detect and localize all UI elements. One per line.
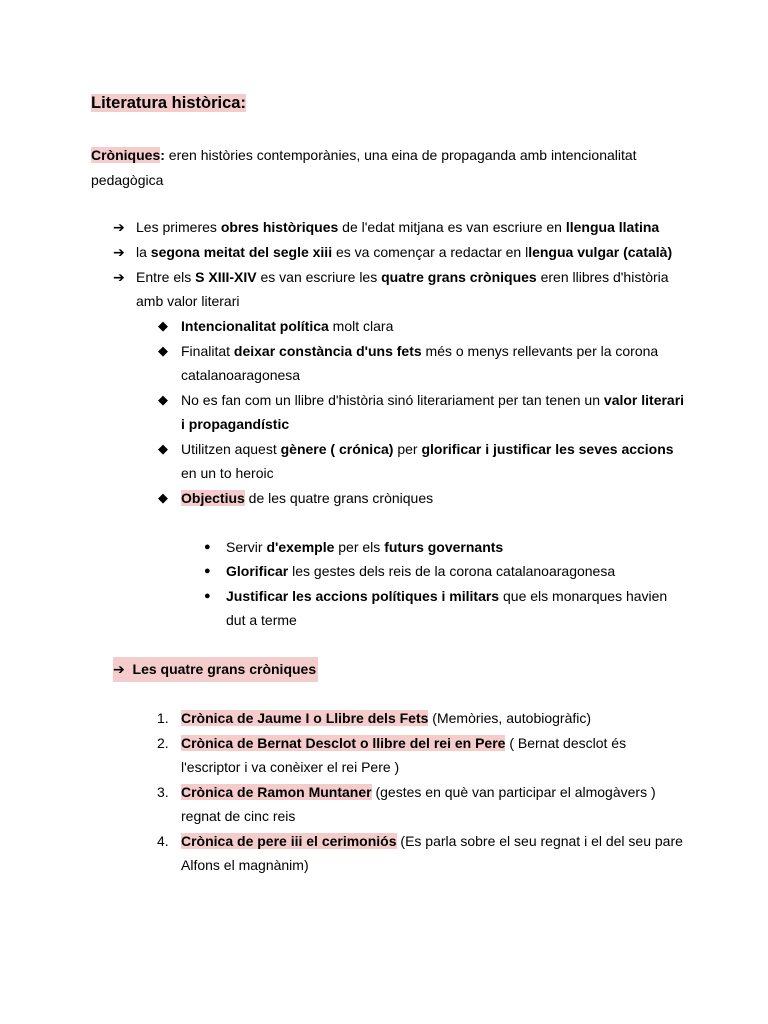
- text-segment-bold: futurs governants: [384, 539, 504, 555]
- text-segment: més o menys rellevants per la corona: [421, 343, 659, 359]
- text-segment: ( Bernat desclot és: [505, 735, 627, 751]
- text-segment-highlight: Objectius: [181, 490, 245, 506]
- arrow-item-3-continuation: amb valor literari: [136, 293, 240, 309]
- text-segment-bold: Justificar les accions polítiques i militars: [226, 588, 500, 604]
- list-number: 4.: [157, 833, 169, 849]
- text-segment: de les quatre grans cròniques: [244, 490, 434, 506]
- diamond-item-1: [181, 314, 393, 339]
- text-segment: No es fan com un llibre d'història sinó literariament per tan tenen un: [181, 392, 604, 408]
- chronicle-item-3: [181, 780, 656, 805]
- text-segment: eren llibres d'història: [536, 269, 669, 285]
- chronicle-item-4: [181, 829, 683, 854]
- text-segment: es va començar a redactar en l: [332, 244, 529, 260]
- text-segment: la: [136, 244, 151, 260]
- text-segment: de l'edat mitjana es van escriure en: [338, 219, 566, 235]
- arrow-bullet-icon: ➔: [113, 219, 125, 235]
- text-segment-bold: S XIII-XIV: [195, 269, 257, 285]
- text-segment-bold: gènere ( crónica): [280, 441, 394, 457]
- diamond-bullet-icon: ◆: [158, 318, 168, 333]
- text-segment-highlight: Crònica de Bernat Desclot o llibre del rei en Pere: [181, 735, 506, 751]
- diamond-item-3-continuation: i propagandístic: [181, 416, 290, 432]
- text-segment-bold: obres històriques: [220, 219, 339, 235]
- chronicle-item-3-continuation: regnat de cinc reis: [181, 808, 296, 824]
- section-heading: [113, 657, 318, 682]
- text-segment-bold: lengua vulgar (català): [528, 244, 673, 260]
- diamond-item-2: [181, 339, 658, 364]
- text-segment: Entre els: [136, 269, 196, 285]
- text-segment-bold: Glorificar: [226, 563, 289, 579]
- intro-colon: :: [160, 147, 165, 163]
- text-segment: Finalitat: [181, 343, 234, 359]
- arrow-item-3: [136, 265, 669, 290]
- bullet-dot-icon: ●: [204, 590, 211, 602]
- text-segment-bold: Intencionalitat política: [181, 318, 329, 334]
- diamond-bullet-icon: ◆: [158, 441, 168, 456]
- text-segment: per els: [334, 539, 385, 555]
- section-heading-text: Les quatre grans cròniques: [132, 661, 317, 677]
- text-segment-bold: segona meitat del segle xiii: [150, 244, 333, 260]
- text-segment: Les primeres: [136, 219, 221, 235]
- page-title: [91, 92, 246, 114]
- chronicle-item-2: [181, 731, 626, 756]
- diamond-item-4-continuation: en un to heroic: [181, 465, 274, 481]
- text-segment: Utilitzen aquest: [181, 441, 281, 457]
- text-segment: (Es parla sobre el seu regnat i el del seu pare: [396, 833, 683, 849]
- arrow-bullet-icon: ➔: [113, 269, 125, 285]
- arrow-bullet-icon: ➔: [113, 661, 125, 677]
- arrow-item-1: [136, 215, 659, 240]
- diamond-item-5: [181, 486, 433, 511]
- list-number: 3.: [157, 784, 169, 800]
- page-title-text: Literatura històrica:: [91, 94, 246, 112]
- arrow-item-2: [136, 240, 672, 265]
- text-segment: Servir: [226, 539, 267, 555]
- diamond-item-3: [181, 388, 684, 413]
- text-segment: per: [393, 441, 422, 457]
- text-segment-bold: d'exemple: [266, 539, 335, 555]
- text-segment-bold: deixar constància d'uns fets: [233, 343, 422, 359]
- text-segment-highlight: Crònica de Jaume I o Llibre dels Fets: [181, 710, 429, 726]
- text-segment-highlight: Crònica de Ramon Muntaner: [181, 784, 372, 800]
- intro-term: Cròniques: [91, 147, 161, 163]
- objective-item-1: [226, 535, 503, 560]
- text-segment: (gestes en què van participar el almogàvers ): [371, 784, 656, 800]
- diamond-item-2-continuation: catalanoaragonesa: [181, 367, 301, 383]
- bullet-dot-icon: ●: [204, 565, 211, 577]
- diamond-bullet-icon: ◆: [158, 490, 168, 505]
- bullet-dot-icon: ●: [204, 541, 211, 553]
- text-segment: es van escriure les: [256, 269, 382, 285]
- text-segment: que els monarques havien: [499, 588, 668, 604]
- objective-item-2: [226, 559, 615, 584]
- intro-text: eren històries contemporànies, una eina de propaganda amb intencionalitat pedagògica: [91, 147, 637, 188]
- list-number: 1.: [157, 710, 169, 726]
- objective-item-3-continuation: dut a terme: [226, 612, 297, 628]
- chronicle-item-2-continuation: l'escriptor i va conèixer el rei Pere ): [181, 759, 400, 775]
- chronicle-item-1: [181, 706, 591, 731]
- diamond-bullet-icon: ◆: [158, 343, 168, 358]
- diamond-item-4: [181, 437, 674, 462]
- chronicle-item-4-continuation: Alfons el magnànim): [181, 857, 309, 873]
- text-segment: les gestes dels reis de la corona catalanoaragonesa: [288, 563, 616, 579]
- text-segment-bold: valor literari: [603, 392, 685, 408]
- text-segment: molt clara: [328, 318, 394, 334]
- text-segment-bold: llengua llatina: [565, 219, 660, 235]
- intro-paragraph: [91, 143, 691, 192]
- objective-item-3: [226, 584, 667, 609]
- list-number: 2.: [157, 735, 169, 751]
- text-segment-bold: quatre grans cròniques: [381, 269, 537, 285]
- text-segment: (Memòries, autobiogràfic): [428, 710, 592, 726]
- arrow-bullet-icon: ➔: [113, 244, 125, 260]
- diamond-bullet-icon: ◆: [158, 392, 168, 407]
- text-segment-bold: glorificar i justificar les seves accions: [421, 441, 674, 457]
- text-segment-highlight: Crònica de pere iii el cerimoniós: [181, 833, 397, 849]
